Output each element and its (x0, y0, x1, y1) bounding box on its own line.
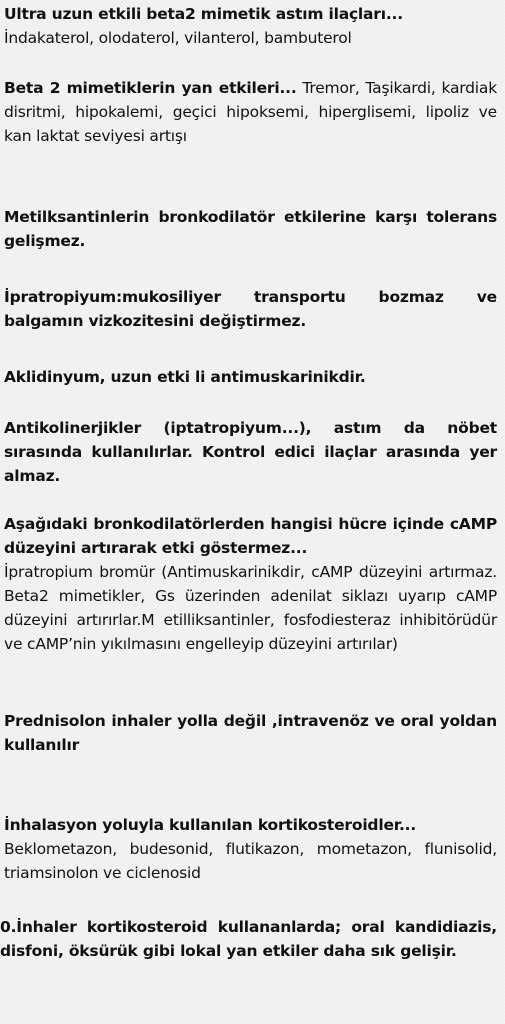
note-item-2 (4, 76, 497, 148)
note-item-3 (4, 205, 497, 253)
note-2-text: Tremor, Taşikardi, kardiak disritmi, hipokalemi, geçici hipoksemi, hiperglisemi, lipoliz ve kan laktat seviyesi artışı (4, 79, 497, 145)
note-2-bold: Beta 2 mimetiklerin yan etkileri... (4, 79, 297, 97)
note-1-bold: Ultra uzun etkili beta2 mimetik astım ilaçları... (4, 5, 403, 23)
note-3-bold: Metilksantinlerin bronkodilatör etkilerine karşı tolerans gelişmez. (4, 208, 497, 250)
note-item-4 (4, 285, 497, 333)
note-item-7 (4, 512, 497, 656)
note-item-10 (0, 915, 497, 963)
note-item-1 (4, 2, 497, 50)
note-5-bold: Aklidinyum, uzun etki li antimuskarinikdir. (4, 368, 366, 386)
note-10-bold: 0.İnhaler kortikosteroid kullananlarda; oral kandidiazis, disfoni, öksürük gibi lokal yan etkiler daha sık gelişir. (0, 918, 497, 960)
note-7-bold: Aşağıdaki bronkodilatörlerden hangisi hücre içinde cAMP düzeyini artırarak etki göstermez... (4, 515, 497, 557)
note-9-bold: İnhalasyon yoluyla kullanılan kortikosteroidler... (4, 816, 417, 834)
note-item-5 (4, 365, 497, 389)
note-item-6 (4, 416, 497, 488)
note-1-text: İndakaterol, olodaterol, vilanterol, bambuterol (4, 29, 352, 47)
note-4-bold: İpratropiyum:mukosiliyer transportu bozmaz ve balgamın vizkozitesini değiştirmez. (4, 288, 497, 330)
note-9-text: Beklometazon, budesonid, flutikazon, mometazon, flunisolid, triamsinolon ve ciclenosid (4, 840, 497, 882)
note-8-bold: Prednisolon inhaler yolla değil ,intravenöz ve oral yoldan kullanılır (4, 712, 497, 754)
note-7-text: İpratropium bromür (Antimuskarinikdir, cAMP düzeyini artırmaz. Beta2 mimetikler, Gs üzerinden adenilat siklazı uyarıp cAMP düzeyini artırırlar.M etilliksantinler, fosfodiesteraz inhibitörüdür ve cAMP’nin yıkılmasını engelleyip düzeyini artırılar) (4, 563, 497, 653)
note-item-9 (4, 813, 497, 885)
note-6-bold: Antikolinerjikler (iptatropiyum...), astım da nöbet sırasında kullanılırlar. Kontrol edici ilaçlar arasında yer almaz. (4, 419, 497, 485)
note-item-8 (4, 709, 497, 757)
